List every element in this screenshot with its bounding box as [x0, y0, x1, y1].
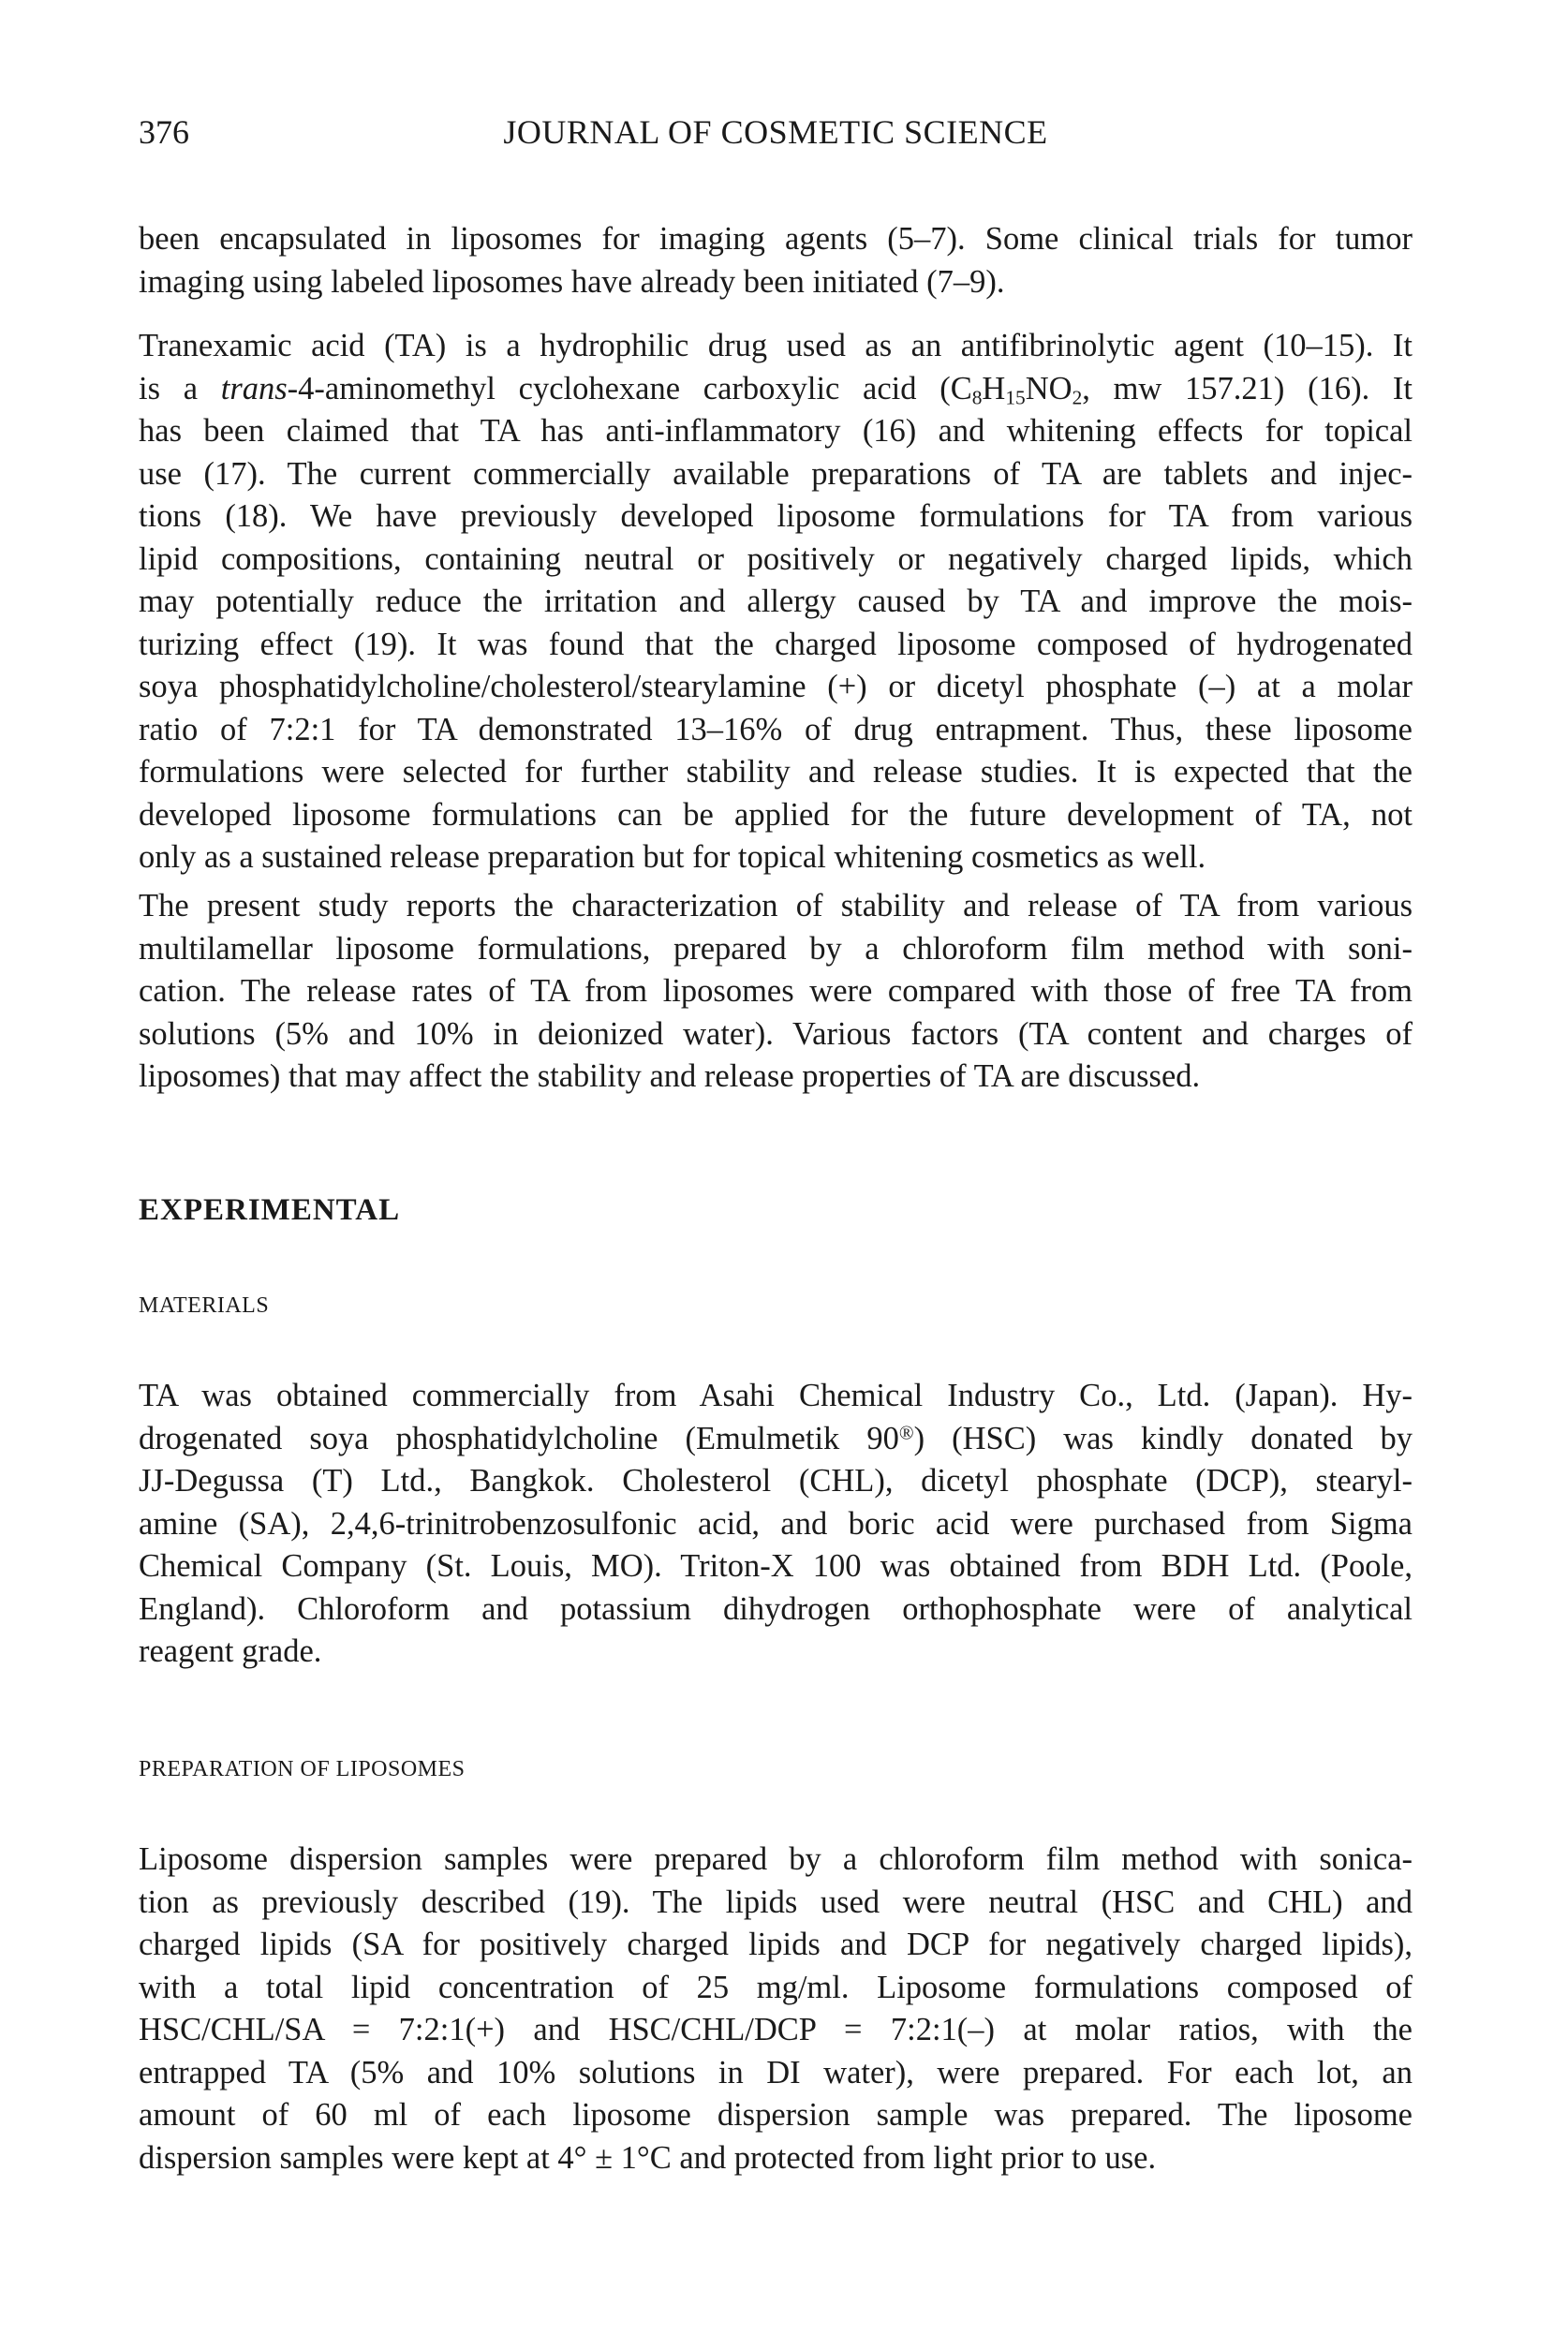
text-line: tions (18). We have previously developed liposome formulations for TA from various — [139, 498, 1413, 534]
text-line: amount of 60 ml of each liposome dispersion sample was prepared. The liposome — [139, 2097, 1413, 2133]
text-line: Tranexamic acid (TA) is a hydrophilic drug used as an antifibrinolytic agent (10–15). It — [139, 328, 1413, 363]
text-line: has been claimed that TA has anti-inflammatory (16) and whitening effects for topical — [139, 413, 1413, 449]
text-line: reagent grade. — [139, 1633, 322, 1669]
text-line: imaging using labeled liposomes have already been initiated (7–9). — [139, 263, 1005, 300]
text-line: solutions (5% and 10% in deionized water). Various factors (TA content and charges of — [139, 1015, 1413, 1052]
text-line: cation. The release rates of TA from liposomes were compared with those of free TA from — [139, 973, 1413, 1009]
text-segment: NO — [1025, 370, 1072, 406]
materials-paragraph — [139, 1375, 1413, 1674]
text-line: soya phosphatidylcholine/cholesterol/stearylamine (+) or dicetyl phosphate (–) at a molar — [139, 669, 1413, 704]
text-line-formula — [139, 368, 1413, 411]
text-line: entrapped TA (5% and 10% solutions in DI water), were prepared. For each lot, an — [139, 2054, 1413, 2090]
preparation-paragraph — [139, 1839, 1413, 2179]
text-line: use (17). The current commercially available preparations of TA are tablets and injec- — [139, 455, 1413, 492]
text-line: Chemical Company (St. Louis, MO). Triton-X 100 was obtained from BDH Ltd. (Poole, — [139, 1548, 1413, 1584]
text-line: developed liposome formulations can be applied for the future development of TA, not — [139, 796, 1413, 833]
italic-term: trans — [220, 370, 288, 406]
text-line: tion as previously described (19). The lipids used were neutral (HSC and CHL) and — [139, 1884, 1413, 1920]
section-heading-experimental: EXPERIMENTAL — [139, 1193, 401, 1227]
text-line: amine (SA), 2,4,6-trinitrobenzosulfonic acid, and boric acid were purchased from Sigma — [139, 1505, 1413, 1542]
journal-title: JOURNAL OF COSMETIC SCIENCE — [503, 113, 1048, 151]
registered-mark: ® — [898, 1423, 914, 1444]
text-line: lipid compositions, containing neutral or positively or negatively charged lipids, which — [139, 540, 1413, 577]
intro-paragraph-3 — [139, 885, 1413, 1099]
subscript: 15 — [1005, 385, 1026, 408]
text-segment: drogenated soya phosphatidylcholine (Emulmetik 90 — [139, 1420, 899, 1456]
text-line: with a total lipid concentration of 25 mg/ml. Liposome formulations composed of — [139, 1969, 1413, 2005]
text-line: may potentially reduce the irritation and allergy caused by TA and improve the mois- — [139, 584, 1413, 619]
text-line: formulations were selected for further stability and release studies. It is expected that the — [139, 754, 1413, 790]
subsection-heading-materials: MATERIALS — [139, 1293, 270, 1318]
intro-paragraph-1 — [139, 218, 1413, 303]
subscript: 8 — [971, 385, 983, 408]
text-segment: , mw 157.21) (16). It — [1082, 370, 1413, 406]
text-line: liposomes) that may affect the stability and release properties of TA are discussed. — [139, 1058, 1201, 1094]
text-segment: -4-aminomethyl cyclohexane carboxylic acid (C — [287, 370, 972, 406]
text-line: only as a sustained release preparation but for topical whitening cosmetics as well. — [139, 839, 1206, 875]
text-line: The present study reports the characterization of stability and release of TA from various — [139, 888, 1413, 923]
text-segment: H — [982, 370, 1006, 406]
text-line: multilamellar liposome formulations, prepared by a chloroform film method with soni- — [139, 930, 1413, 967]
text-line: ratio of 7:2:1 for TA demonstrated 13–16% of drug entrapment. Thus, these liposome — [139, 711, 1413, 747]
text-line: TA was obtained commercially from Asahi Chemical Industry Co., Ltd. (Japan). Hy- — [139, 1378, 1413, 1413]
text-line: England). Chloroform and potassium dihydrogen orthophosphate were of analytical — [139, 1590, 1413, 1627]
subscript: 2 — [1072, 385, 1083, 408]
text-line: JJ-Degussa (T) Ltd., Bangkok. Cholesterol (CHL), dicetyl phosphate (DCP), stearyl- — [139, 1463, 1413, 1499]
text-line: HSC/CHL/SA = 7:2:1(+) and HSC/CHL/DCP = 7:2:1(–) at molar ratios, with the — [139, 2012, 1413, 2047]
text-line: been encapsulated in liposomes for imaging agents (5–7). Some clinical trials for tumor — [139, 221, 1413, 257]
text-line: charged lipids (SA for positively charged lipids and DCP for negatively charged lipids), — [139, 1927, 1413, 1962]
page-number: 376 — [139, 113, 189, 151]
text-line: Liposome dispersion samples were prepared by a chloroform film method with sonica- — [139, 1841, 1413, 1877]
running-head — [139, 111, 1413, 154]
text-line: turizing effect (19). It was found that the charged liposome composed of hydrogenated — [139, 626, 1413, 662]
text-line: dispersion samples were kept at 4° ± 1°C and protected from light prior to use. — [139, 2139, 1157, 2176]
text-segment: is a — [139, 370, 221, 406]
text-line-registered — [139, 1418, 1413, 1461]
text-segment: ) (HSC) was kindly donated by — [913, 1420, 1413, 1456]
intro-paragraph-2 — [139, 325, 1413, 879]
subsection-heading-preparation: PREPARATION OF LIPOSOMES — [139, 1757, 466, 1781]
